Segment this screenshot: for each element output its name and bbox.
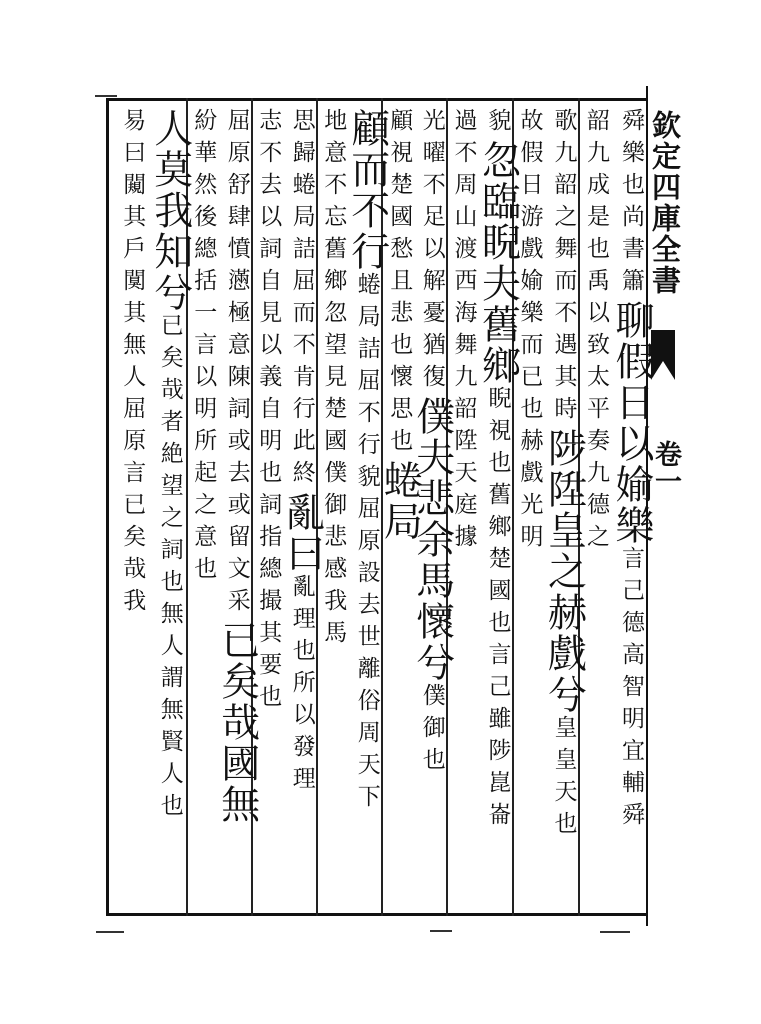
text-column (607, 108, 654, 908)
text-column (278, 108, 325, 908)
text-column (117, 108, 145, 908)
commentary-text: 屈原舒肆憤懣極意陳詞或去或留文采 (223, 108, 250, 620)
scan-speck (96, 931, 124, 933)
text-column (343, 108, 390, 908)
commentary-text: 赫戲光明 (516, 428, 543, 556)
text-column (474, 108, 521, 908)
edge-title: 欽定四庫全書 (648, 110, 682, 296)
text-column (146, 108, 193, 908)
commentary-text: 紛華然後總括一言以明所起之意也 (190, 108, 217, 588)
commentary-text: 皇皇天也 (550, 715, 577, 843)
commentary-text: 思歸蜷局詰屈而不肯行此終 (288, 108, 315, 492)
text-column (540, 108, 587, 908)
commentary-text: 地意不忘舊鄉忽望見楚國僕御悲感我馬 (320, 108, 347, 652)
commentary-text: 韶九成是也 (583, 108, 609, 268)
commentary-text: 詞指總撮其要也 (255, 492, 282, 716)
main-text: 蜷局 (377, 460, 423, 542)
commentary-text: 貌 (484, 108, 511, 140)
commentary-text: 禹以致太平奏九德之 (583, 268, 609, 556)
main-text: 顧而不行 (344, 108, 390, 272)
scan-speck (95, 95, 117, 97)
commentary-text: 蜷局詰屈不行貌屈原設去世離俗周天下 (353, 272, 380, 816)
main-text: 人莫我知兮 (147, 108, 193, 313)
commentary-text: 過不周山渡西海舞九韶陞天庭據 (450, 108, 477, 556)
commentary-text: 已矣哉者絶望之詞也無人謂無賢人也 (156, 313, 183, 825)
main-text: 聊假日以媮樂 (609, 300, 654, 546)
commentary-text: 睨視也舊鄉楚國也言己雖陟崑崙 (484, 386, 511, 834)
main-text: 已矣哉國無 (214, 620, 260, 825)
main-text: 忽臨睨夫舊鄉 (475, 140, 521, 386)
edge-juan-label: 卷一 (650, 440, 681, 494)
commentary-text: 志不去以詞自見以義自明也 (255, 108, 282, 492)
commentary-text: 故假日游戲媮樂而已也 (516, 108, 543, 428)
commentary-text: 亂理也所以發理 (288, 574, 315, 798)
scan-speck (430, 930, 452, 932)
commentary-text: 易曰闚其戶闃其無人屈原言已矣哉我 (119, 108, 146, 620)
scan-speck (600, 931, 630, 933)
commentary-text: 顧視楚國愁且悲也 (386, 108, 413, 364)
commentary-text: 僕御也 (418, 683, 445, 779)
text-column (213, 108, 260, 908)
commentary-text: 言己德高智明宜輔舜 (618, 546, 644, 834)
commentary-text: 舜樂也尚書簫 (618, 108, 644, 300)
main-text: 陟陞皇之赫戲兮 (541, 428, 587, 715)
commentary-text: 懷思也 (386, 364, 413, 460)
commentary-text: 光曜不足以解憂猶復 (418, 108, 445, 396)
main-text: 亂曰 (279, 492, 325, 574)
commentary-text: 歌九韶之舞而不遇其時 (550, 108, 577, 428)
main-text: 僕夫悲余馬懷兮 (409, 396, 455, 683)
